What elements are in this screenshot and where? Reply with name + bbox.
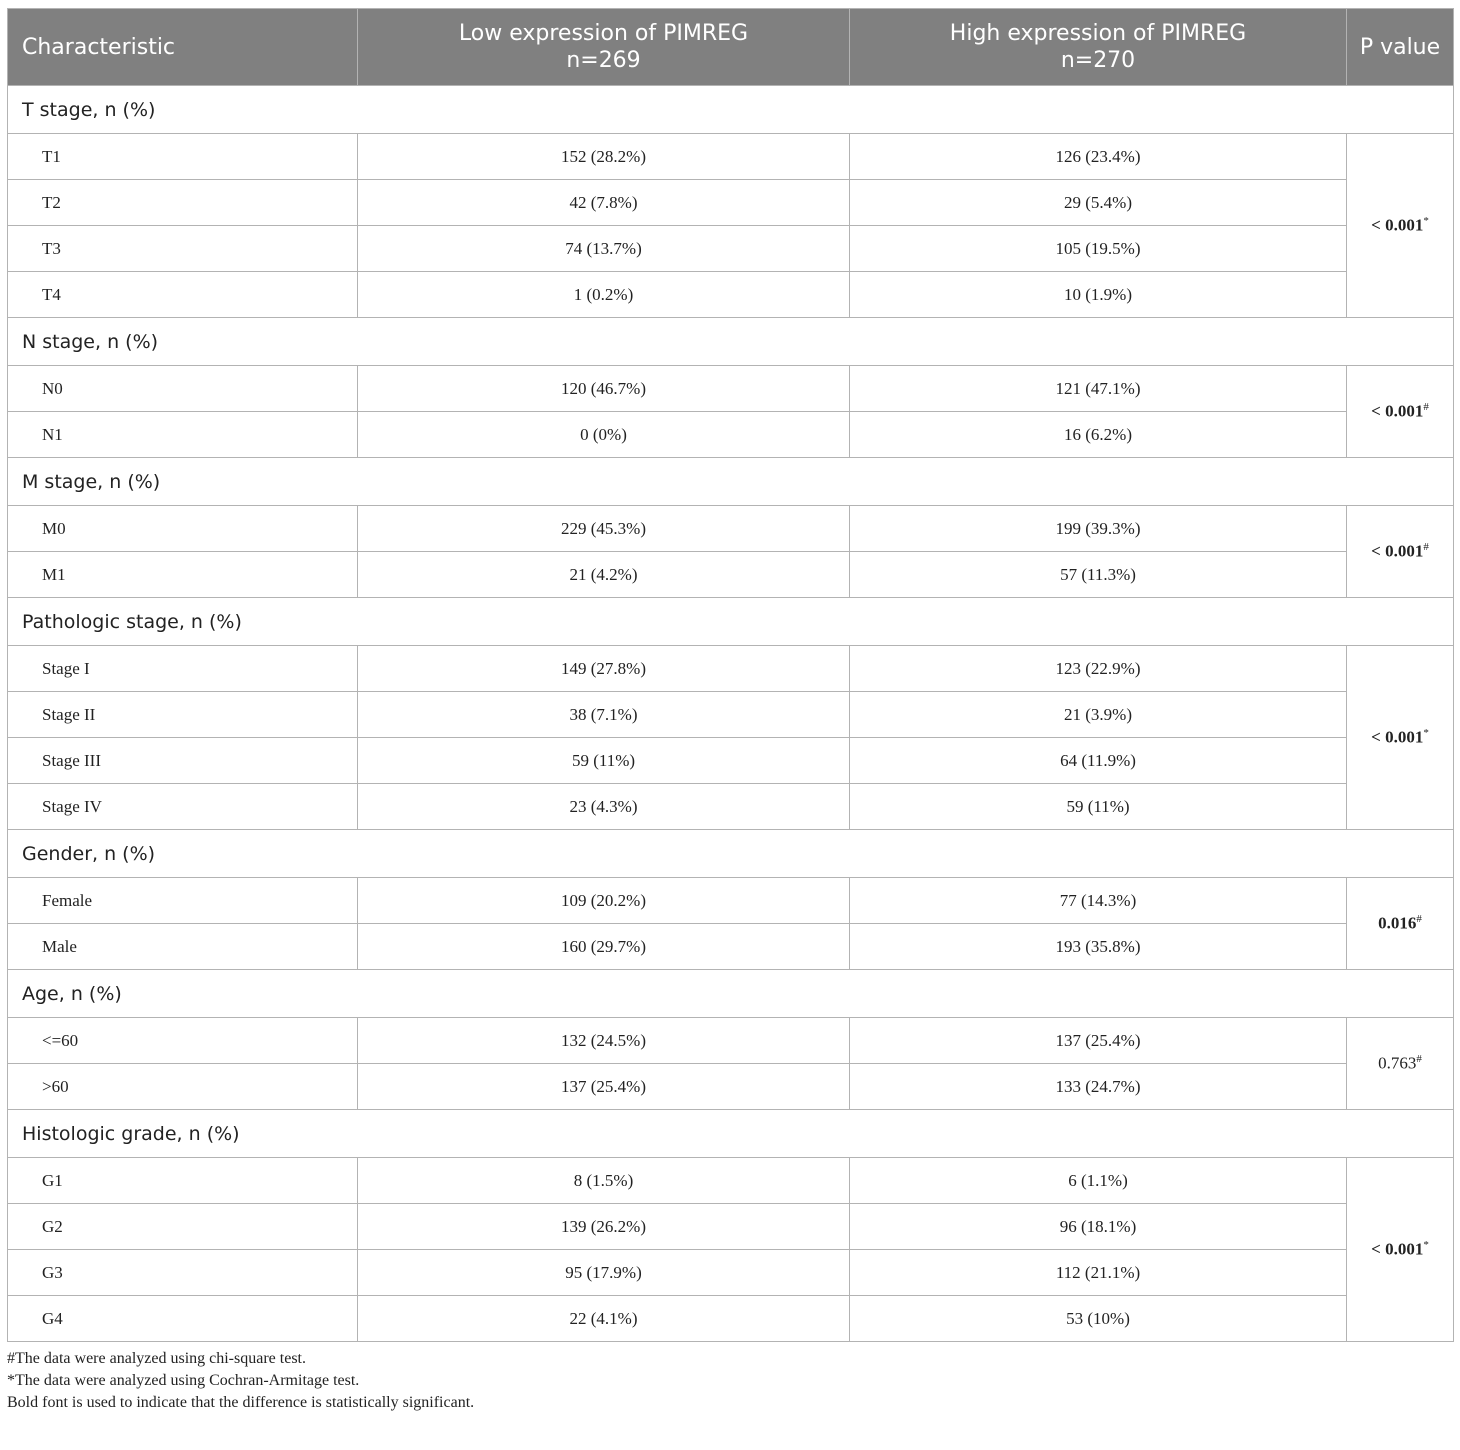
high-expression-cell: 10 (1.9%) [850, 272, 1347, 318]
high-expression-cell: 57 (11.3%) [850, 552, 1347, 598]
group-header-row [8, 458, 1454, 506]
group-header-row [8, 970, 1454, 1018]
footnote: #The data were analyzed using chi-square test. [7, 1350, 306, 1367]
p-value: < 0.001 [1371, 401, 1424, 421]
high-expression-cell: 137 (25.4%) [850, 1018, 1347, 1064]
table-row [8, 646, 1454, 692]
low-expression-cell: 59 (11%) [358, 738, 850, 784]
row-label: Stage I [8, 646, 358, 692]
table-row [8, 784, 1454, 830]
table-row [8, 226, 1454, 272]
row-label: Stage IV [8, 784, 358, 830]
row-label: T1 [8, 134, 358, 180]
row-label: Male [8, 924, 358, 970]
high-expression-cell: 6 (1.1%) [850, 1158, 1347, 1204]
table-row [8, 506, 1454, 552]
low-expression-cell: 74 (13.7%) [358, 226, 850, 272]
table-row [8, 366, 1454, 412]
p-value-cell [1347, 878, 1454, 970]
table-container [7, 8, 1453, 1414]
high-expression-cell: 126 (23.4%) [850, 134, 1347, 180]
low-expression-cell: 137 (25.4%) [358, 1064, 850, 1110]
p-value-test-mark: # [1423, 541, 1429, 554]
row-label: N1 [8, 412, 358, 458]
table-row [8, 1296, 1454, 1342]
p-value-cell [1347, 1018, 1454, 1110]
low-expression-cell: 95 (17.9%) [358, 1250, 850, 1296]
p-value-test-mark: * [1423, 215, 1429, 228]
high-expression-cell: 59 (11%) [850, 784, 1347, 830]
footnote: Bold font is used to indicate that the difference is statistically significant. [7, 1394, 475, 1411]
row-label: >60 [8, 1064, 358, 1110]
row-label: M0 [8, 506, 358, 552]
p-value-test-mark: * [1423, 727, 1429, 740]
p-value: < 0.001 [1371, 727, 1424, 747]
header-high-title: High expression of PIMREG [949, 21, 1247, 46]
p-value: < 0.001 [1371, 215, 1424, 235]
table-row [8, 878, 1454, 924]
row-label: T3 [8, 226, 358, 272]
p-value-cell [1347, 1158, 1454, 1342]
high-expression-cell: 112 (21.1%) [850, 1250, 1347, 1296]
low-expression-cell: 1 (0.2%) [358, 272, 850, 318]
row-label: G1 [8, 1158, 358, 1204]
group-header-row [8, 1110, 1454, 1158]
table-row [8, 1158, 1454, 1204]
p-value-test-mark: # [1416, 1053, 1422, 1066]
row-label: G2 [8, 1204, 358, 1250]
low-expression-cell: 229 (45.3%) [358, 506, 850, 552]
low-expression-cell: 38 (7.1%) [358, 692, 850, 738]
table-footnotes [7, 1348, 1453, 1414]
low-expression-cell: 23 (4.3%) [358, 784, 850, 830]
high-expression-cell: 77 (14.3%) [850, 878, 1347, 924]
low-expression-cell: 160 (29.7%) [358, 924, 850, 970]
group-header-row [8, 86, 1454, 134]
row-label: G4 [8, 1296, 358, 1342]
header-high-expression [850, 9, 1347, 86]
row-label: T4 [8, 272, 358, 318]
table-body [8, 86, 1454, 1342]
table-row [8, 180, 1454, 226]
low-expression-cell: 149 (27.8%) [358, 646, 850, 692]
low-expression-cell: 139 (26.2%) [358, 1204, 850, 1250]
high-expression-cell: 29 (5.4%) [850, 180, 1347, 226]
high-expression-cell: 199 (39.3%) [850, 506, 1347, 552]
group-title: Pathologic stage, n (%) [8, 598, 1454, 646]
p-value: < 0.001 [1371, 1239, 1424, 1259]
table-row [8, 412, 1454, 458]
low-expression-cell: 109 (20.2%) [358, 878, 850, 924]
p-value-test-mark: # [1423, 401, 1429, 414]
table-row [8, 1064, 1454, 1110]
row-label: M1 [8, 552, 358, 598]
characteristics-table [7, 8, 1454, 1342]
p-value: 0.763 [1378, 1053, 1417, 1073]
p-value: 0.016 [1378, 913, 1417, 933]
table-row [8, 272, 1454, 318]
header-row [8, 9, 1454, 86]
low-expression-cell: 8 (1.5%) [358, 1158, 850, 1204]
group-header-row [8, 598, 1454, 646]
row-label: Stage II [8, 692, 358, 738]
p-value: < 0.001 [1371, 541, 1424, 561]
table-row [8, 134, 1454, 180]
p-value-test-mark: * [1423, 1239, 1429, 1252]
footnote: *The data were analyzed using Cochran-Armitage test. [7, 1372, 360, 1389]
low-expression-cell: 21 (4.2%) [358, 552, 850, 598]
header-low-title: Low expression of PIMREG [458, 21, 749, 46]
high-expression-cell: 21 (3.9%) [850, 692, 1347, 738]
header-low-expression [358, 9, 850, 86]
row-label: N0 [8, 366, 358, 412]
row-label: <=60 [8, 1018, 358, 1064]
table-row [8, 924, 1454, 970]
high-expression-cell: 53 (10%) [850, 1296, 1347, 1342]
high-expression-cell: 105 (19.5%) [850, 226, 1347, 272]
p-value-cell [1347, 506, 1454, 598]
header-p-value: P value [1347, 9, 1454, 86]
group-title: Age, n (%) [8, 970, 1454, 1018]
p-value-cell [1347, 134, 1454, 318]
table-row [8, 738, 1454, 784]
table-row [8, 692, 1454, 738]
high-expression-cell: 64 (11.9%) [850, 738, 1347, 784]
low-expression-cell: 22 (4.1%) [358, 1296, 850, 1342]
high-expression-cell: 133 (24.7%) [850, 1064, 1347, 1110]
row-label: Stage III [8, 738, 358, 784]
header-low-n: n=269 [566, 48, 641, 73]
p-value-cell [1347, 646, 1454, 830]
header-characteristic: Characteristic [8, 9, 358, 86]
group-title: Gender, n (%) [8, 830, 1454, 878]
table-row [8, 1250, 1454, 1296]
low-expression-cell: 152 (28.2%) [358, 134, 850, 180]
table-row [8, 552, 1454, 598]
row-label: G3 [8, 1250, 358, 1296]
group-title: N stage, n (%) [8, 318, 1454, 366]
group-title: T stage, n (%) [8, 86, 1454, 134]
row-label: Female [8, 878, 358, 924]
low-expression-cell: 132 (24.5%) [358, 1018, 850, 1064]
header-high-n: n=270 [1060, 48, 1136, 73]
high-expression-cell: 193 (35.8%) [850, 924, 1347, 970]
high-expression-cell: 16 (6.2%) [850, 412, 1347, 458]
p-value-test-mark: # [1416, 913, 1422, 926]
low-expression-cell: 42 (7.8%) [358, 180, 850, 226]
group-header-row [8, 830, 1454, 878]
group-title: M stage, n (%) [8, 458, 1454, 506]
row-label: T2 [8, 180, 358, 226]
high-expression-cell: 121 (47.1%) [850, 366, 1347, 412]
low-expression-cell: 0 (0%) [358, 412, 850, 458]
table-row [8, 1018, 1454, 1064]
low-expression-cell: 120 (46.7%) [358, 366, 850, 412]
group-title: Histologic grade, n (%) [8, 1110, 1454, 1158]
group-header-row [8, 318, 1454, 366]
table-row [8, 1204, 1454, 1250]
high-expression-cell: 123 (22.9%) [850, 646, 1347, 692]
p-value-cell [1347, 366, 1454, 458]
high-expression-cell: 96 (18.1%) [850, 1204, 1347, 1250]
